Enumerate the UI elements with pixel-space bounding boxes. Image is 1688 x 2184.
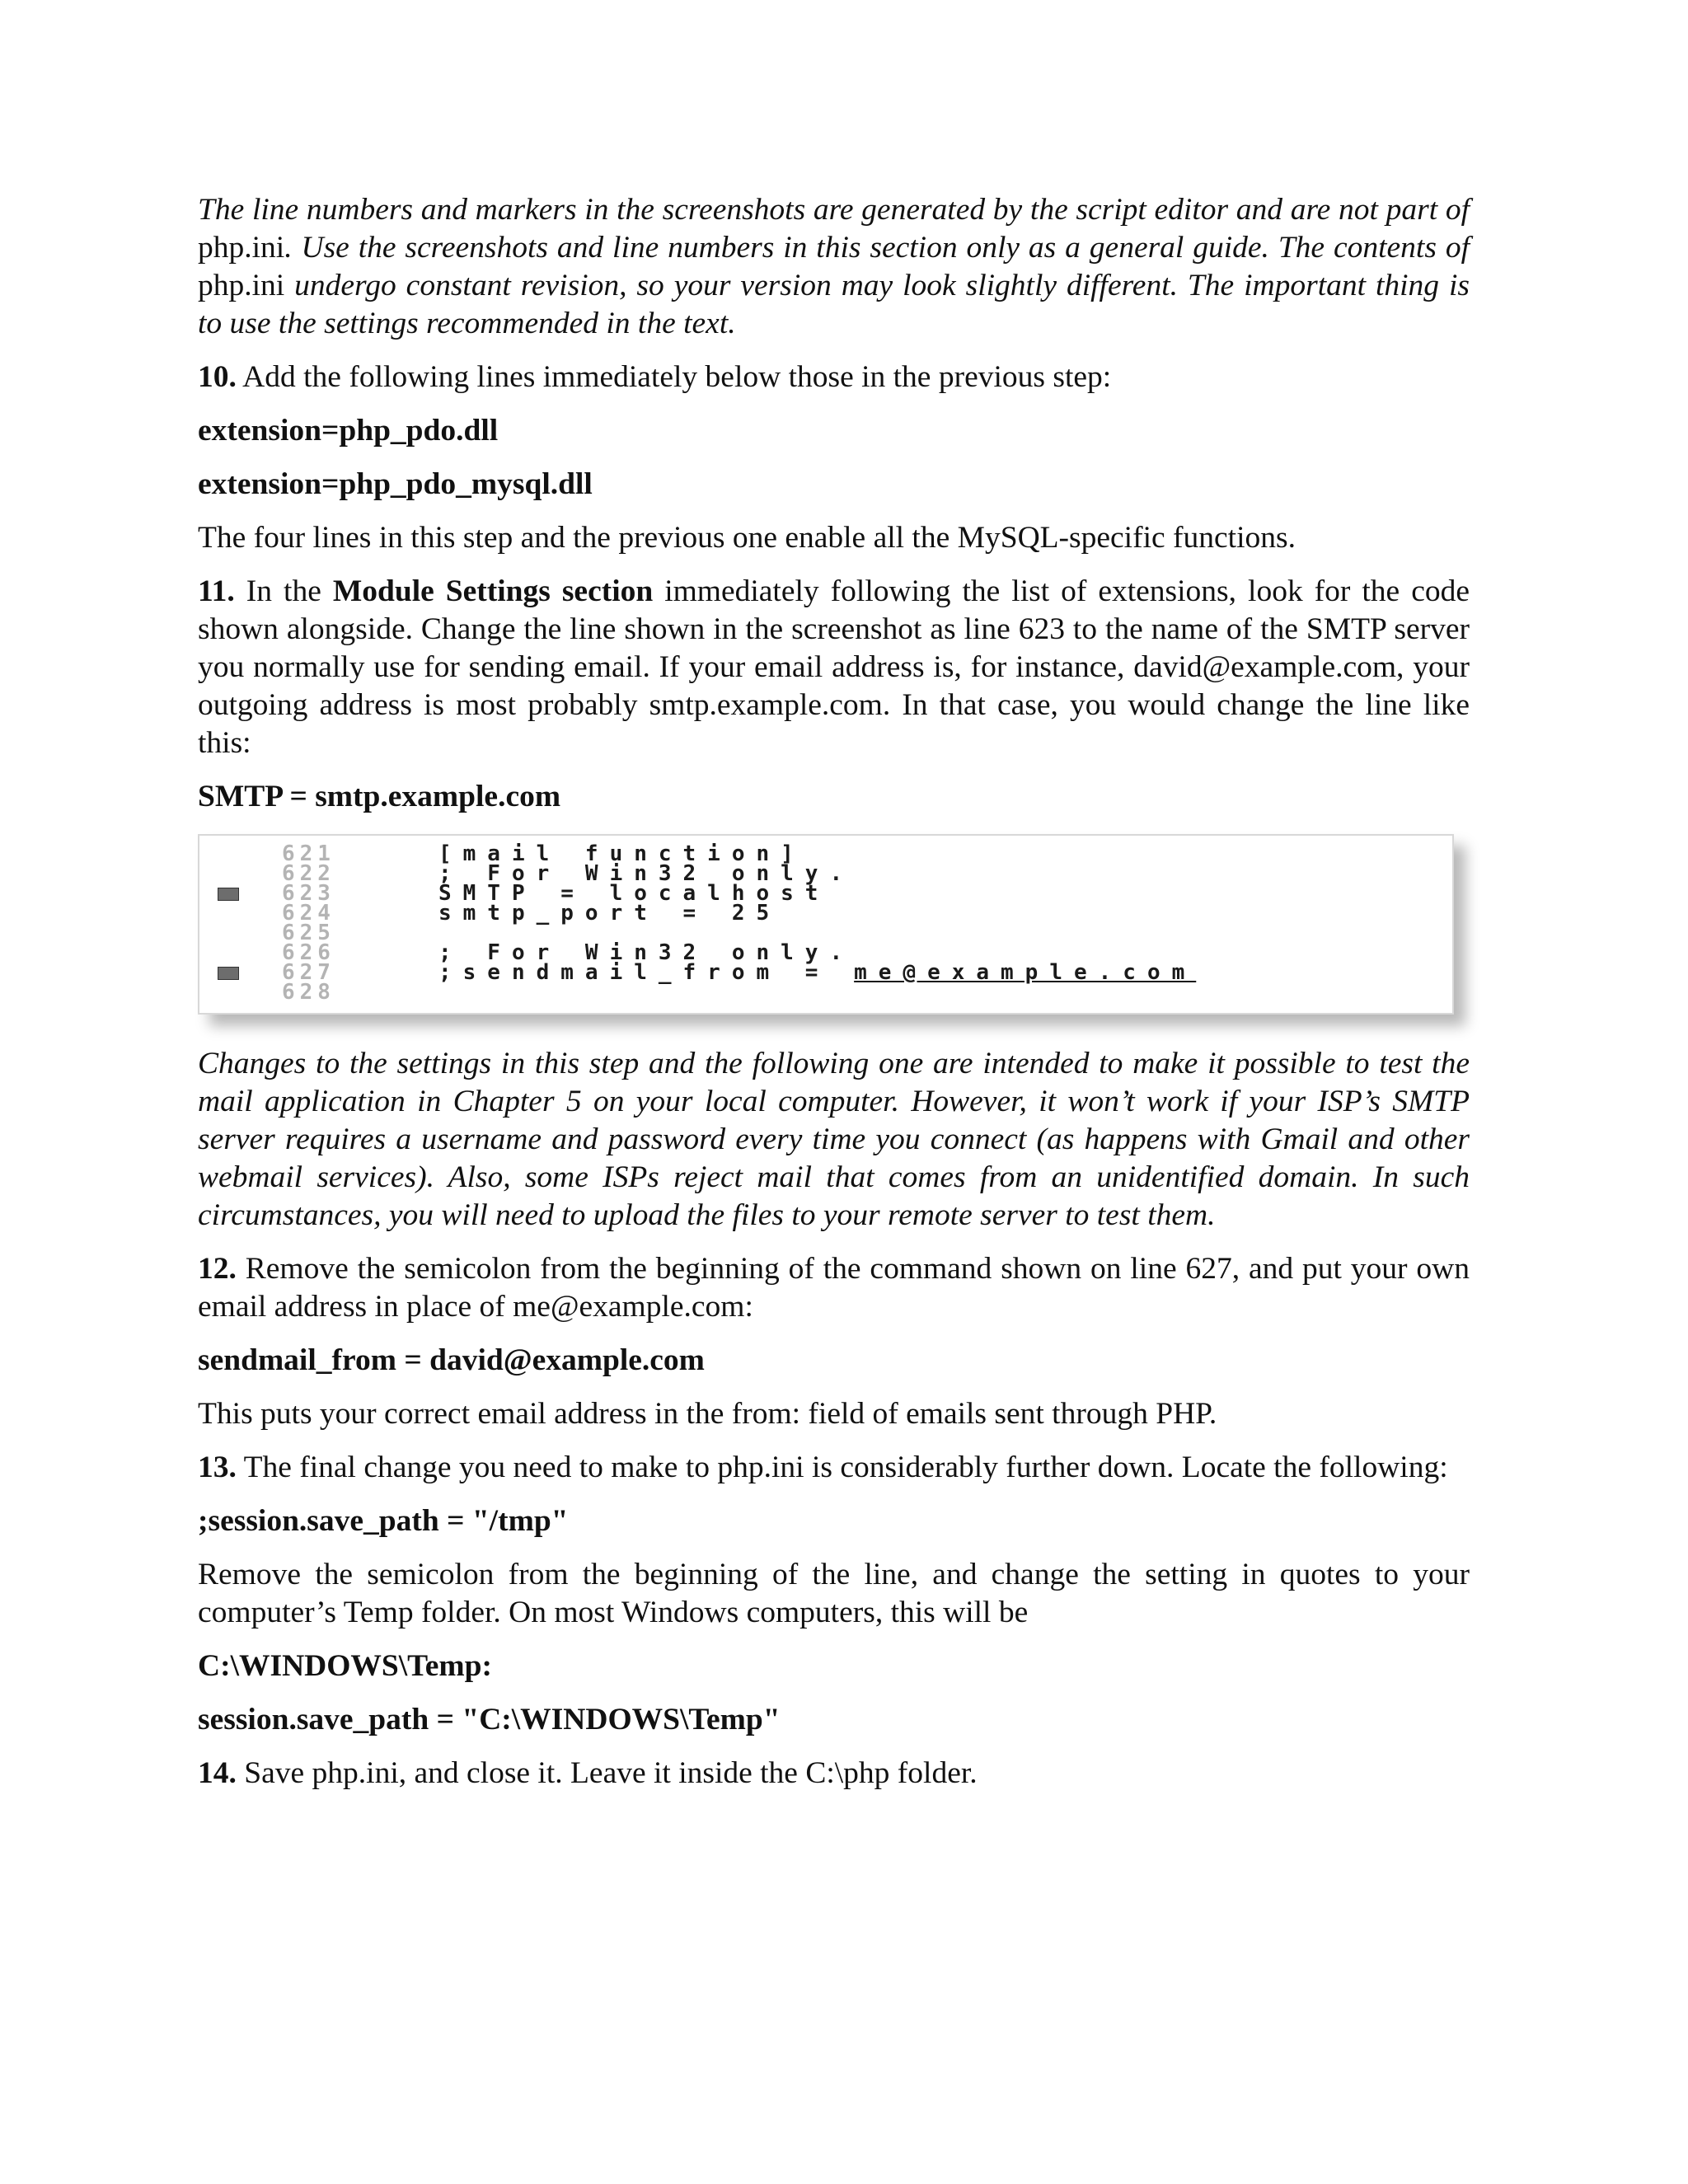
- step-text: The final change you need to make to php.ini is considerably further down. Locate the following:: [236, 1451, 1448, 1484]
- document-body-continued: [198, 1045, 1470, 1793]
- code-line: ;session.save_path = "/tmp": [198, 1504, 569, 1538]
- line-number: 626: [282, 940, 335, 965]
- code-screenshot: [198, 834, 1454, 1015]
- paragraph: The four lines in this step and the previous one enable all the MySQL-specific functions.: [198, 521, 1296, 555]
- line-number: 623: [282, 881, 335, 906]
- paragraph: Remove the semicolon from the beginning of the line, and change the setting in quotes to your computer’s Temp folder. On most Windows computers, this will be: [198, 1558, 1470, 1629]
- step-number: 12.: [198, 1252, 237, 1286]
- bookmark-marker-icon: [218, 967, 239, 980]
- step-number: 11.: [198, 574, 235, 608]
- step-number: 13.: [198, 1451, 237, 1484]
- note-text: undergo constant revision, so your version may look slightly different. The important thing is to use the settings recommended in the text.: [198, 269, 1470, 340]
- note-text: The line numbers and markers in the screenshots are generated by the script editor and are not part of: [198, 193, 1470, 227]
- screenshot-line: [199, 980, 1452, 1005]
- note-text: . Use the screenshots and line numbers in this section only as a general guide. The contents of: [284, 231, 1470, 265]
- line-number: 624: [282, 901, 335, 926]
- screenshot-line: [199, 901, 1452, 926]
- line-number: 628: [282, 980, 335, 1005]
- step-text: Add the following lines immediately below those in the previous step:: [236, 360, 1112, 394]
- line-text: SMTP = localhost: [438, 881, 830, 906]
- section-name: Module Settings section: [332, 574, 654, 608]
- code-line: C:\WINDOWS\Temp:: [198, 1649, 492, 1683]
- line-text: smtp_port = 25: [438, 901, 781, 926]
- line-text: [mail function]: [438, 841, 805, 866]
- line-number: 627: [282, 960, 335, 985]
- filename: php.ini: [198, 269, 285, 302]
- step-11: [198, 573, 1470, 762]
- filename: php.ini: [198, 231, 285, 265]
- step-text: In the: [234, 574, 333, 608]
- line-text: ; For Win32 only.: [438, 940, 855, 965]
- step-14: [198, 1755, 1470, 1793]
- line-text-part: ;sendmail_from =: [438, 960, 855, 985]
- line-text: [438, 960, 1197, 985]
- note-paragraph: Changes to the settings in this step and the following one are intended to make it possible to test the mail application in Chapter 5 on your local computer. However, it won’t work if your ISP’s SMTP server requires a username and password every time you connect (as happens with Gmail and other webmail services). Also, some ISPs reject mail that comes from an unidentified domain. In such circumstances, you will need to upload the files to your remote server to test them.: [198, 1047, 1470, 1232]
- document-body: [198, 191, 1470, 816]
- code-line: sendmail_from = david@example.com: [198, 1343, 705, 1377]
- screenshot-line: [199, 881, 1452, 906]
- code-line: extension=php_pdo.dll: [198, 414, 499, 448]
- step-text: Save php.ini, and close it. Leave it inside the C:\php folder.: [236, 1756, 978, 1790]
- line-text: ; For Win32 only.: [438, 861, 855, 886]
- code-line: session.save_path = "C:\WINDOWS\Temp": [198, 1703, 781, 1736]
- line-number: 621: [282, 841, 335, 866]
- note-paragraph: [198, 191, 1470, 343]
- step-13: [198, 1449, 1470, 1487]
- step-number: 10.: [198, 360, 237, 394]
- code-line: SMTP = smtp.example.com: [198, 780, 561, 813]
- email-text: me@example.com: [854, 960, 1197, 985]
- screenshot-line: [199, 960, 1452, 985]
- bookmark-marker-icon: [218, 888, 239, 901]
- paragraph: This puts your correct email address in the from: field of emails sent through PHP.: [198, 1397, 1217, 1431]
- code-line: extension=php_pdo_mysql.dll: [198, 467, 593, 501]
- step-text: immediately following the list of extensions, look for the code shown alongside. Change the line shown in the screenshot as line 623 to the name of the SMTP server you normally use for sending email. If your email address is, for instance, david@example.com, your outgoing address is most probably smtp.example.com. In that case, you would change the line like this:: [198, 574, 1470, 760]
- step-12: [198, 1250, 1470, 1326]
- line-number: 622: [282, 861, 335, 886]
- step-text: Remove the semicolon from the beginning of the command shown on line 627, and put your own email address in place of me@example.com:: [198, 1252, 1470, 1324]
- step-number: 14.: [198, 1756, 237, 1790]
- step-10: [198, 359, 1470, 396]
- line-number: 625: [282, 921, 335, 945]
